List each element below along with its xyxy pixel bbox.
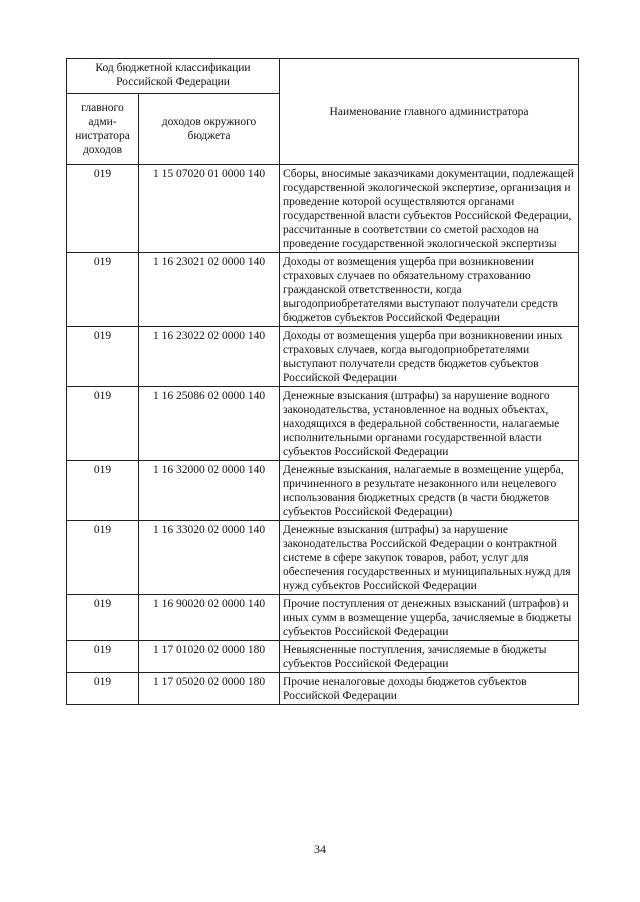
table-row [67,461,579,521]
page-number: 34 [314,842,326,856]
cell-description: Прочие неналоговые доходы бюджетов субъектов Российской Федерации [280,673,579,705]
cell-classification-code: 1 16 90020 02 0000 140 [139,595,280,641]
cell-admin-code: 019 [67,253,139,327]
table-row [67,165,579,253]
cell-description: Сборы, вносимые заказчиками документации, подлежащей государственной экологической экспертизе, организация и проведение которой осуществляются органами государственной власти субъектов Российской Федерации, рассчитанные в соответствии со сметой расходов на проведение государственной экологической экспертизы [280,165,579,253]
cell-description: Прочие поступления от денежных взысканий (штрафов) и иных сумм в возмещение ущерба, зачисляемые в бюджеты субъектов Российской Федерации [280,595,579,641]
cell-admin-code: 019 [67,641,139,673]
cell-admin-code: 019 [67,595,139,641]
cell-classification-code: 1 16 33020 02 0000 140 [139,521,280,595]
cell-classification-code: 1 15 07020 01 0000 140 [139,165,280,253]
cell-description: Денежные взыскания (штрафы) за нарушение законодательства Российской Федерации о контрактной системе в сфере закупок товаров, работ, услуг для обеспечения государственных и муниципальных нужд для нужд субъектов Российской Федерации [280,521,579,595]
cell-classification-code: 1 17 05020 02 0000 180 [139,673,280,705]
table-row [67,595,579,641]
cell-description: Доходы от возмещения ущерба при возникновении страховых случаев по обязательному страхованию гражданской ответственности, когда выгодоприобретателями выступают получатели средств бюджетов субъектов Российской Федерации [280,253,579,327]
budget-classification-table [66,58,579,705]
cell-classification-code: 1 16 32000 02 0000 140 [139,461,280,521]
cell-admin-code: 019 [67,673,139,705]
cell-classification-code: 1 16 25086 02 0000 140 [139,387,280,461]
table-row [67,521,579,595]
header-budget-classification-code: Код бюджетной классификации Российской Федерации [67,59,280,94]
cell-description: Невыясненные поступления, зачисляемые в бюджеты субъектов Российской Федерации [280,641,579,673]
cell-classification-code: 1 17 01020 02 0000 180 [139,641,280,673]
cell-admin-code: 019 [67,461,139,521]
header-district-budget-income: доходов окружного бюджета [139,94,280,165]
table-row [67,387,579,461]
table-row [67,253,579,327]
cell-description: Доходы от возмещения ущерба при возникновении иных страховых случаев, когда выгодоприобретателями выступают получатели средств бюджетов субъектов Российской Федерации [280,327,579,387]
cell-admin-code: 019 [67,521,139,595]
cell-admin-code: 019 [67,327,139,387]
header-administrator-name: Наименование главного администратора [280,59,579,165]
cell-classification-code: 1 16 23021 02 0000 140 [139,253,280,327]
cell-classification-code: 1 16 23022 02 0000 140 [139,327,280,387]
table-row [67,641,579,673]
cell-description: Денежные взыскания (штрафы) за нарушение водного законодательства, установленное на водных объектах, находящихся в федеральной собственности, налагаемые исполнительными органами государственной власти субъектов Российской Федерации [280,387,579,461]
table-row [67,673,579,705]
cell-admin-code: 019 [67,387,139,461]
cell-description: Денежные взыскания, налагаемые в возмещение ущерба, причиненного в результате незаконного или нецелевого использования бюджетных средств (в части бюджетов субъектов Российской Федерации) [280,461,579,521]
cell-admin-code: 019 [67,165,139,253]
header-main-administrator: главного адми-нистратора доходов [67,94,139,165]
table-row [67,327,579,387]
